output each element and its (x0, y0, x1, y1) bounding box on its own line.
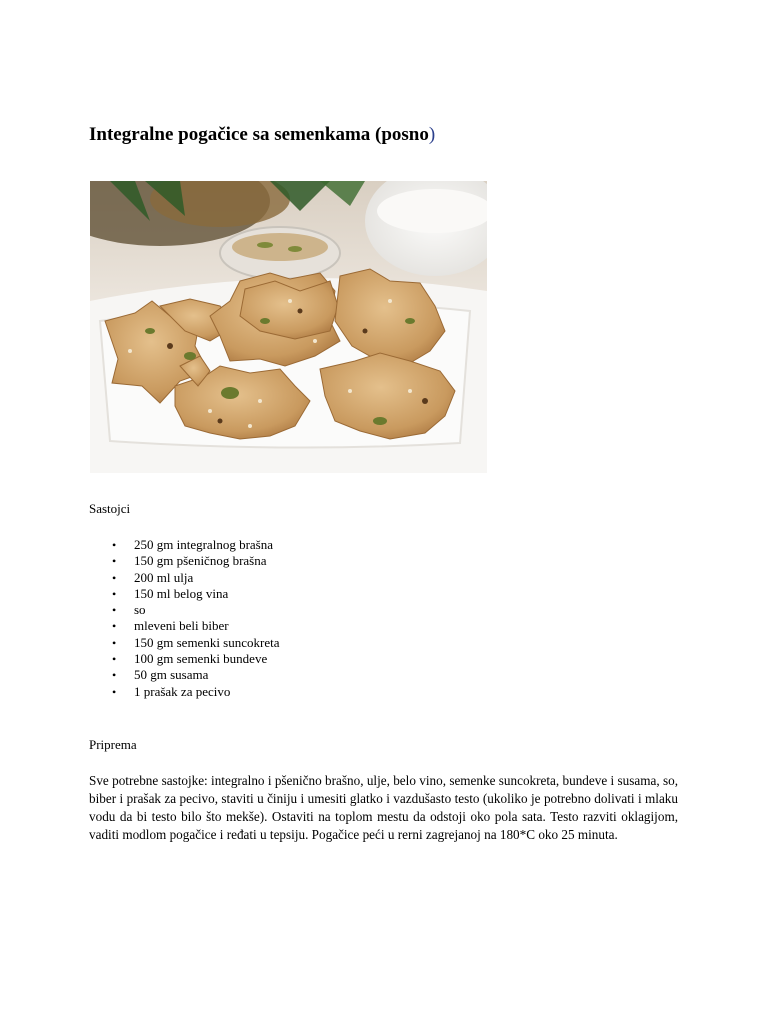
ingredient-item: • 150 gm semenki suncokreta (112, 635, 280, 651)
recipe-title-closing-paren: ) (428, 124, 436, 145)
preparation-heading: Priprema (89, 737, 137, 752)
ingredient-item: • mleveni beli biber (112, 618, 280, 634)
recipe-title-text: Integralne pogačice sa semenkama (posno (89, 124, 429, 145)
preparation-text: Sve potrebne sastojke: integralno i pšenično brašno, ulje, belo vino, semenke suncokreta, bundeve i susama, so, biber i prašak za pecivo, staviti u činiju i umesiti glatko i vazdušasto testo (ukoliko je potrebno dolivati i mlaku vodu da bi testo bilo što mekše). Ostaviti na toplom mestu da odstoji oko pola sata. Testo razviti oklagijom, vaditi modlom pogačice i ređati u tepsiju. Pogačice peći u rerni zagrejanoj na 180*C oko 25 minuta. (89, 773, 678, 842)
ingredient-item: • 150 ml belog vina (112, 586, 280, 602)
ingredient-item: • 150 gm pšeničnog brašna (112, 553, 280, 569)
cookie-plate-photo-icon (90, 181, 487, 473)
ingredient-item: • 200 ml ulja (112, 570, 280, 586)
ingredient-item: • 1 prašak za pecivo (112, 684, 280, 700)
ingredient-item: • 100 gm semenki bundeve (112, 651, 280, 667)
ingredients-heading: Sastojci (89, 501, 131, 516)
ingredient-item: • 50 gm susama (112, 667, 280, 683)
recipe-photo (90, 181, 487, 473)
ingredient-item: • so (112, 602, 280, 618)
ingredient-item: • 250 gm integralnog brašna (112, 537, 280, 553)
recipe-title (89, 124, 435, 146)
ingredients-list (112, 537, 280, 700)
